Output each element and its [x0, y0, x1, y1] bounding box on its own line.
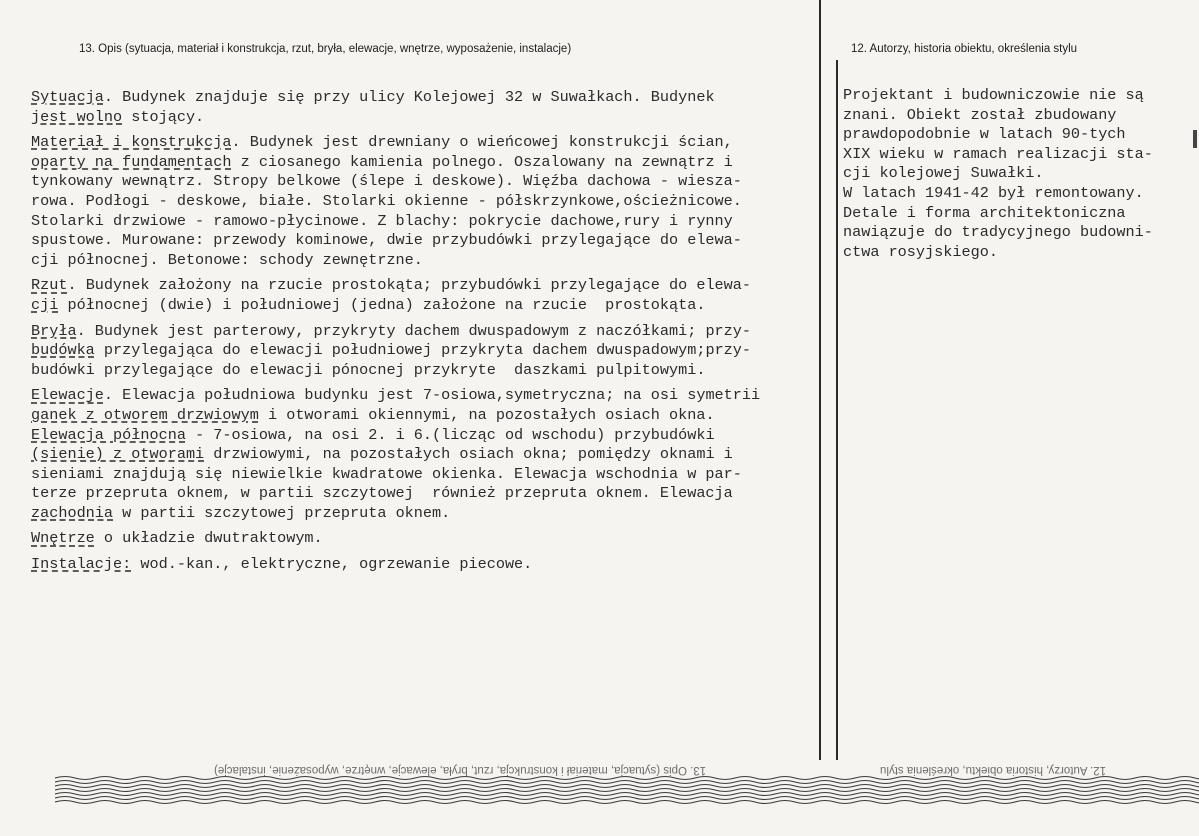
- description-line: [31, 484, 760, 504]
- underlined-heading: cji: [31, 295, 59, 314]
- line-text: . Elewacja południowa budynku jest 7-osiowa,symetryczna; na osi symetrii: [103, 386, 761, 405]
- line-text: i otworami okiennymi, na pozostałych osiach okna.: [258, 405, 715, 424]
- underlined-heading: ganek z otworem drzwiowym: [31, 405, 259, 424]
- description-line: [31, 341, 760, 361]
- description-line: [31, 153, 760, 173]
- history-line: Detale i forma architektoniczna: [843, 203, 1126, 222]
- underlined-heading: Wnętrze: [31, 529, 95, 548]
- description-line: [31, 251, 760, 271]
- history-line: cji kolejowej Suwałki.: [843, 164, 1044, 183]
- description-line: [31, 212, 760, 232]
- line-text: sieniami znajdują się niewielkie kwadratowe okienka. Elewacja wschodnia w par-: [31, 464, 742, 483]
- underlined-heading: Bryła: [31, 321, 77, 340]
- history-line: znani. Obiekt został zbudowany: [843, 105, 1117, 124]
- underlined-heading: budówka: [31, 341, 95, 360]
- authors-history-body: [843, 86, 1153, 262]
- history-line: XIX wieku w ramach realizacji sta-: [843, 144, 1153, 163]
- history-line: W latach 1941-42 był remontowany.: [843, 183, 1144, 202]
- description-line: [31, 231, 760, 251]
- line-text: Stolarki drzwiowe - ramowo-płycinowe. Z blachy: pokrycie dachowe,rury i rynny: [31, 211, 733, 230]
- line-text: z ciosanego kamienia polnego. Oszalowany na zewnątrz i: [231, 152, 733, 171]
- description-line: [31, 504, 760, 524]
- underlined-heading: Materiał i konstrukcja: [31, 133, 232, 152]
- line-text: północnej (dwie) i południowej (jedna) założone na rzucie prostokąta.: [58, 295, 706, 314]
- line-text: - 7-osiowa, na osi 2. i 6.(licząc od wschodu) przybudówki: [185, 425, 715, 444]
- underlined-heading: zachodnia: [31, 503, 114, 522]
- line-text: . Budynek znajduje się przy ulicy Kolejowej 32 w Suwałkach. Budynek: [103, 88, 715, 106]
- line-text: . Budynek jest drewniany o wieńcowej konstrukcji ścian,: [231, 133, 733, 152]
- description-line: [31, 426, 760, 446]
- description-body: [31, 88, 760, 575]
- underlined-heading: Elewacje: [31, 386, 104, 405]
- line-text: tynkowany wewnątrz. Stropy belkowe (ślepe i deskowe). Więźba dachowa - wiesza-: [31, 172, 742, 191]
- description-line: [31, 322, 760, 342]
- line-text: drzwiowymi, na pozostałych osiach okna; pomiędzy oknami i: [204, 445, 733, 464]
- description-line: [31, 386, 760, 406]
- line-text: budówki przylegające do elewacji pónocnej przykryte daszkami pulpitowymi.: [31, 360, 706, 379]
- description-line: [31, 133, 760, 153]
- line-text: terze przepruta oknem, w partii szczytowej również przepruta oknem. Elewacja: [31, 484, 733, 503]
- history-line: ctwa rosyjskiego.: [843, 242, 998, 261]
- underlined-heading: Instalacje:: [31, 555, 132, 574]
- history-line: Projektant i budowniczowie nie są: [843, 86, 1144, 104]
- description-line: [31, 555, 760, 575]
- edge-mark: [1193, 130, 1197, 148]
- history-line: prawdopodobnie w latach 90-tych: [843, 125, 1126, 144]
- column-divider: [819, 0, 821, 760]
- underlined-heading: Rzut: [31, 276, 68, 295]
- underlined-heading: (sienie) z otworami: [31, 445, 205, 464]
- line-text: przylegająca do elewacji południowej przykryta dachem dwuspadowym;przy-: [94, 341, 752, 360]
- description-line: [31, 88, 760, 108]
- line-text: . Budynek założony na rzucie prostokąta; przybudówki przylegające do elewa-: [67, 276, 752, 295]
- description-line: [31, 192, 760, 212]
- underlined-heading: jest wolno: [31, 107, 123, 126]
- description-line: [31, 465, 760, 485]
- wave-line: [55, 785, 1199, 788]
- description-line: [31, 296, 760, 316]
- description-line: [31, 445, 760, 465]
- description-header: 13. Opis (sytuacja, materiał i konstrukcja, rzut, bryła, elewacje, wnętrze, wyposażenie, instalacje): [79, 43, 572, 55]
- wavy-guilloche-band: [55, 770, 1199, 810]
- wave-line: [55, 793, 1199, 796]
- wave-line: [55, 801, 1199, 804]
- description-line: [31, 172, 760, 192]
- line-text: o układzie dwutraktowym.: [94, 529, 323, 548]
- underlined-heading: Elewacja północna: [31, 425, 186, 444]
- wave-line: [55, 781, 1199, 784]
- description-line: [31, 276, 760, 296]
- line-text: . Budynek jest parterowy, przykryty dachem dwuspadowym z naczółkami; przy-: [76, 321, 752, 340]
- line-text: spustowe. Murowane: przewody kominowe, dwie przybudówki przylegające do elewa-: [31, 231, 742, 250]
- underlined-heading: oparty na fundamentach: [31, 152, 232, 171]
- wave-line: [55, 777, 1199, 780]
- wave-line: [55, 789, 1199, 792]
- description-line: [31, 108, 760, 128]
- authors-header: 12. Autorzy, historia obiektu, określenia stylu: [851, 43, 1078, 55]
- description-line: [31, 361, 760, 381]
- line-text: stojący.: [122, 107, 205, 126]
- mirrored-description-header: 13. Opis (sytuacja, materiał i konstrukcja, rzut, bryła, elewacje, wnętrze, wyposażenie, instalacje): [214, 764, 707, 776]
- line-text: w partii szczytowej przepruta oknem.: [113, 503, 451, 522]
- mirrored-authors-header: 12. Autorzy, historia obiektu, określenia stylu: [880, 764, 1107, 776]
- line-text: wod.-kan., elektryczne, ogrzewanie piecowe.: [131, 555, 533, 574]
- line-text: rowa. Podłogi - deskowe, białe. Stolarki okienne - półskrzynkowe,ościeżnicowe.: [31, 191, 742, 210]
- underlined-heading: Sytuacja: [31, 88, 104, 106]
- description-line: [31, 406, 760, 426]
- history-line: nawiązuje do tradycyjnego budowni-: [843, 223, 1153, 242]
- description-line: [31, 529, 760, 549]
- line-text: cji północnej. Betonowe: schody zewnętrzne.: [31, 250, 423, 269]
- wave-line: [55, 797, 1199, 800]
- column-divider-secondary: [836, 60, 838, 760]
